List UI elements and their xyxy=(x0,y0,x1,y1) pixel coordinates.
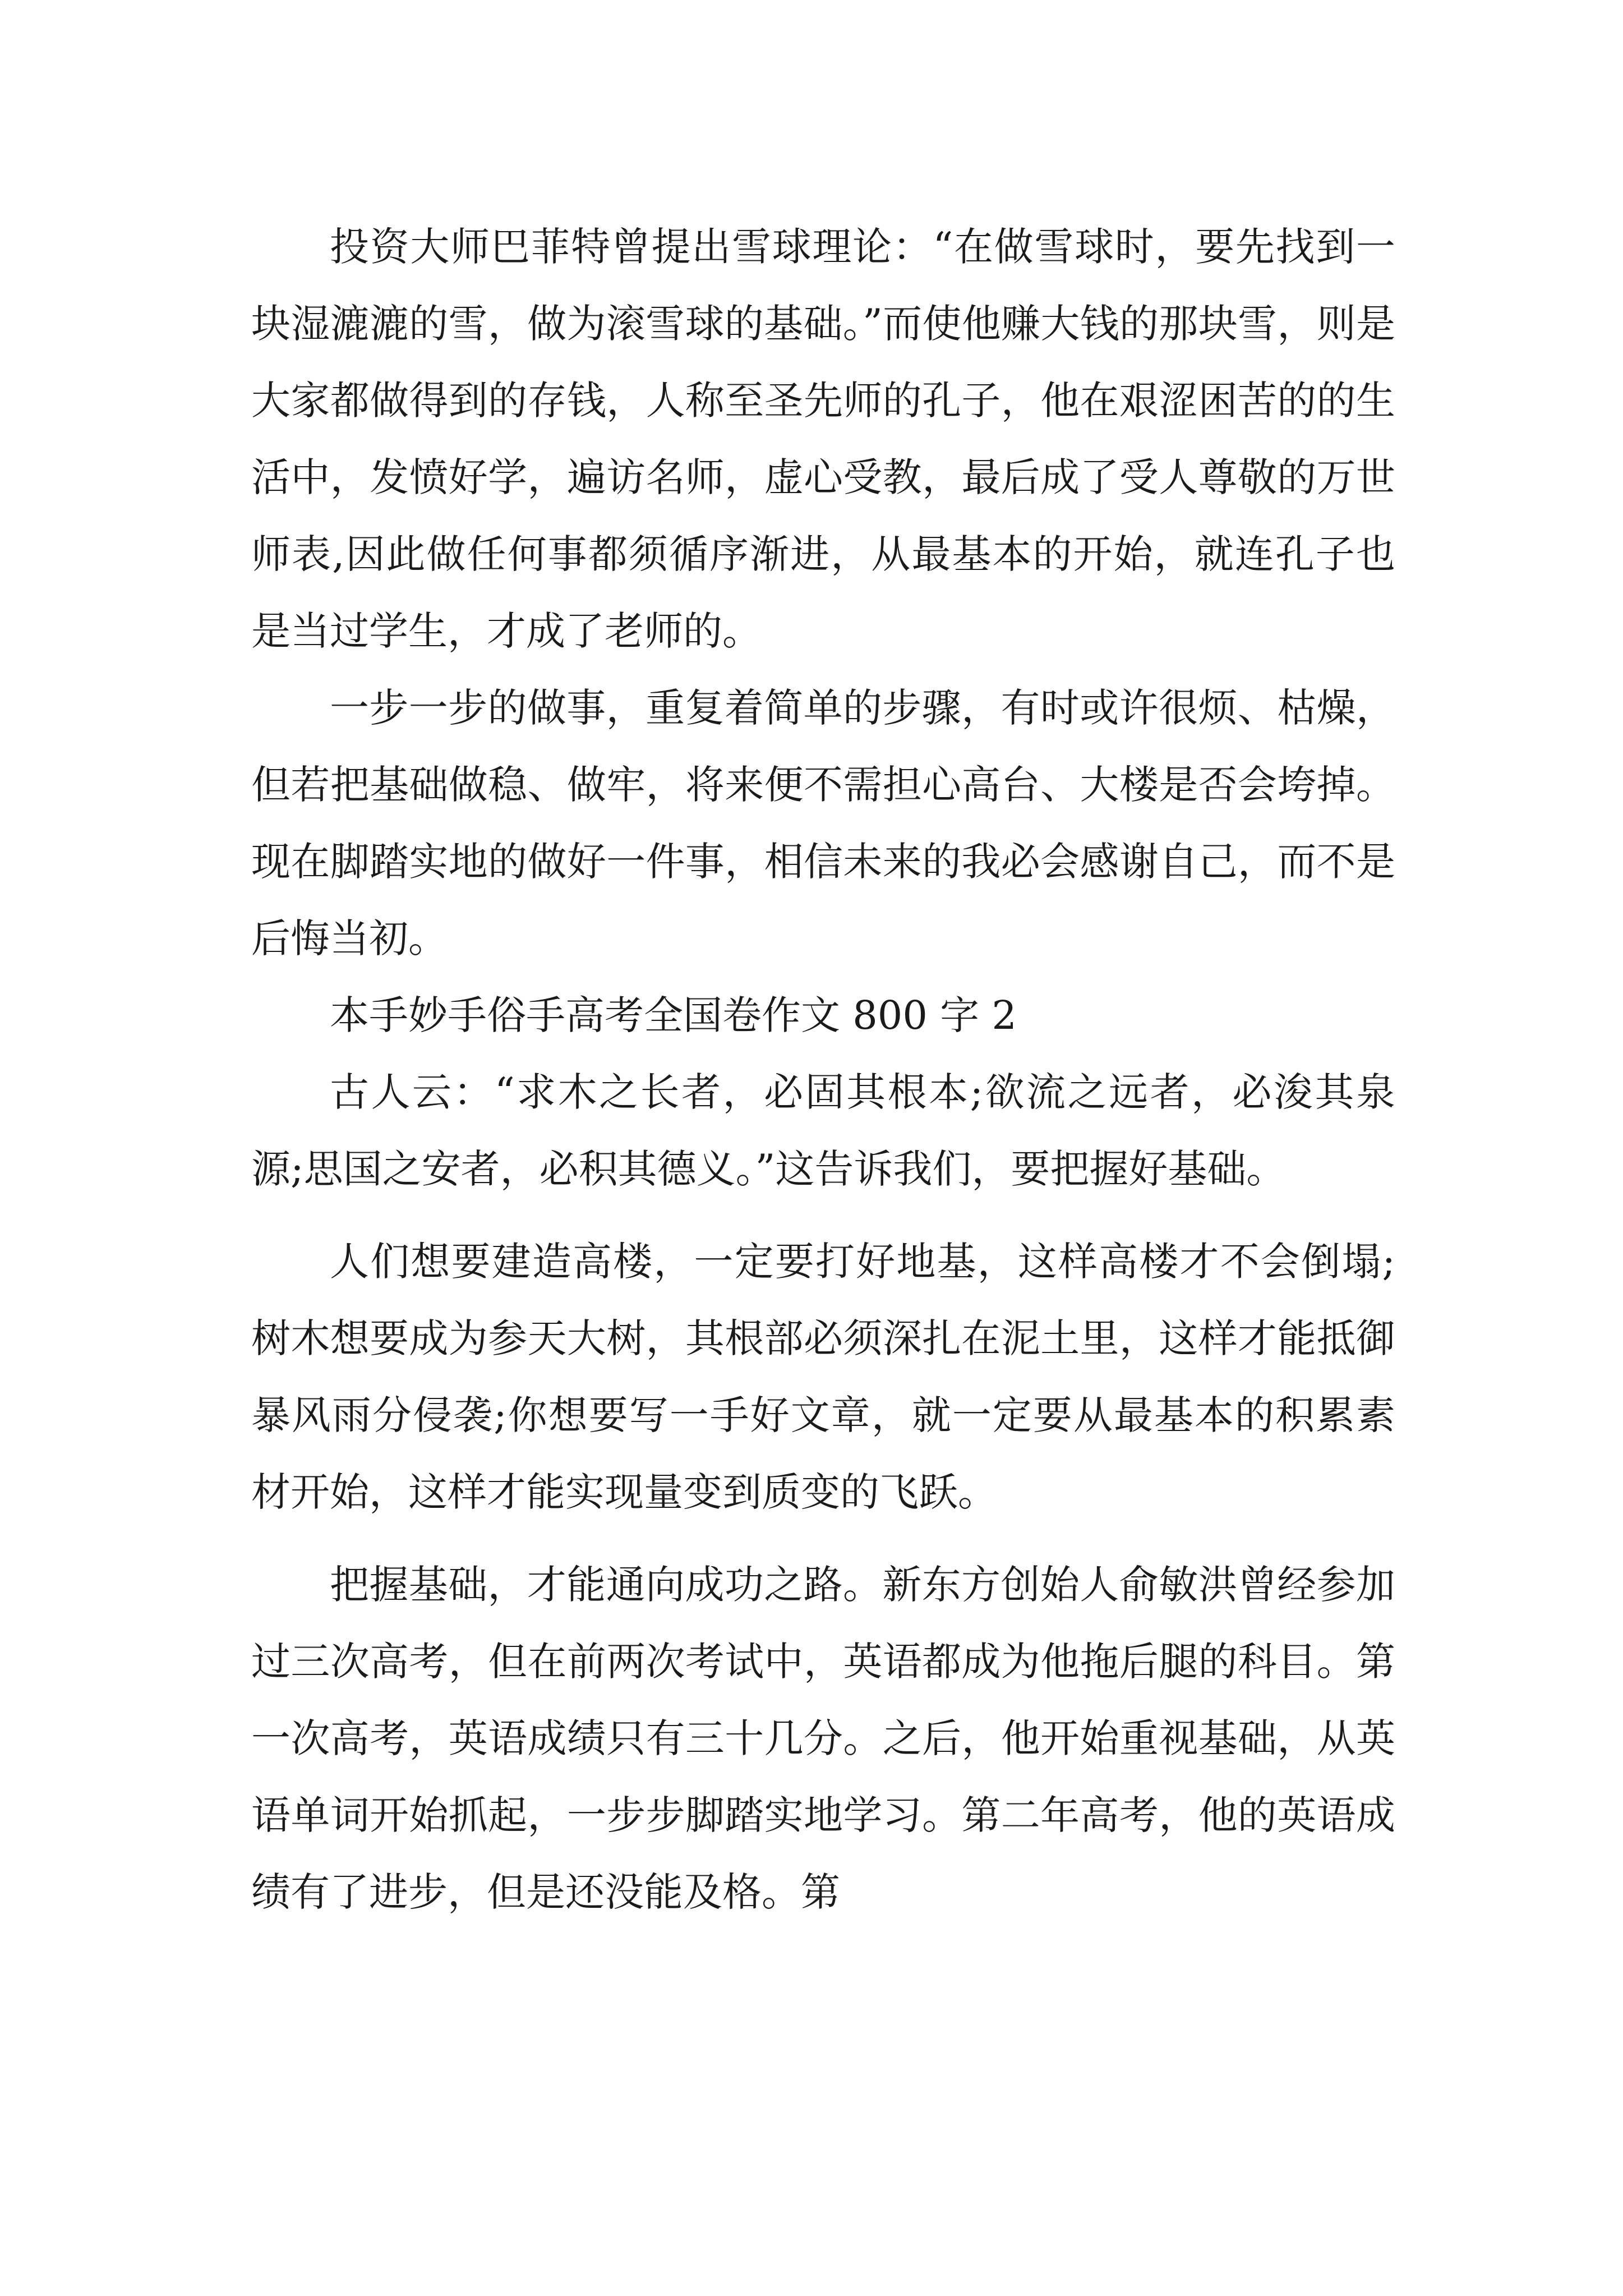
paragraph-yu-minhong: 把握基础，才能通向成功之路。新东方创始人俞敏洪曾经参加过三次高考，但在前两次考试中，英语都成为他拖后腿的科目。第一次高考，英语成绩只有三十几分。之后，他开始重视基础，从英语单词开始抓起，一步步脚踏实地学习。第二年高考，他的英语成绩有了进步，但是还没能及格。第 xyxy=(251,1562,1395,1915)
paragraph-buffett-snowball: 投资大师巴菲特曾提出雪球理论：“在做雪球时，要先找到一块湿漉漉的雪，做为滚雪球的基础。”而使他赚大钱的那块雪，则是大家都做得到的存钱，人称至圣先师的孔子，他在艰涩困苦的的生活中，发愤好学，遍访名师，虚心受教，最后成了受人尊敬的万世师表,因此做任何事都须循序渐进，从最基本的开始，就连孔子也是当过学生，才成了老师的。 xyxy=(251,224,1395,654)
document-body xyxy=(251,209,1395,1931)
paragraph-building-foundation: 人们想要建造高楼，一定要打好地基，这样高楼才不会倒塌;树木想要成为参天大树，其根部必须深扎在泥土里，这样才能抵御暴风雨分侵袭;你想要写一手好文章，就一定要从最基本的积累素材开始，这样才能实现量变到质变的飞跃。 xyxy=(251,1239,1395,1515)
paragraph-ancient-saying: 古人云：“求木之长者，必固其根本;欲流之远者，必浚其泉源;思国之安者，必积其德义。”这告诉我们，要把握好基础。 xyxy=(251,1069,1395,1192)
paragraph-step-by-step: 一步一步的做事，重复着简单的步骤，有时或许很烦、枯燥，但若把基础做稳、做牢，将来便不需担心高台、大楼是否会垮掉。现在脚踏实地的做好一件事，相信未来的我必会感谢自己，而不是后悔当初。 xyxy=(251,685,1395,961)
section-title: 本手妙手俗手高考全国卷作文 800 字 2 xyxy=(330,992,1017,1038)
